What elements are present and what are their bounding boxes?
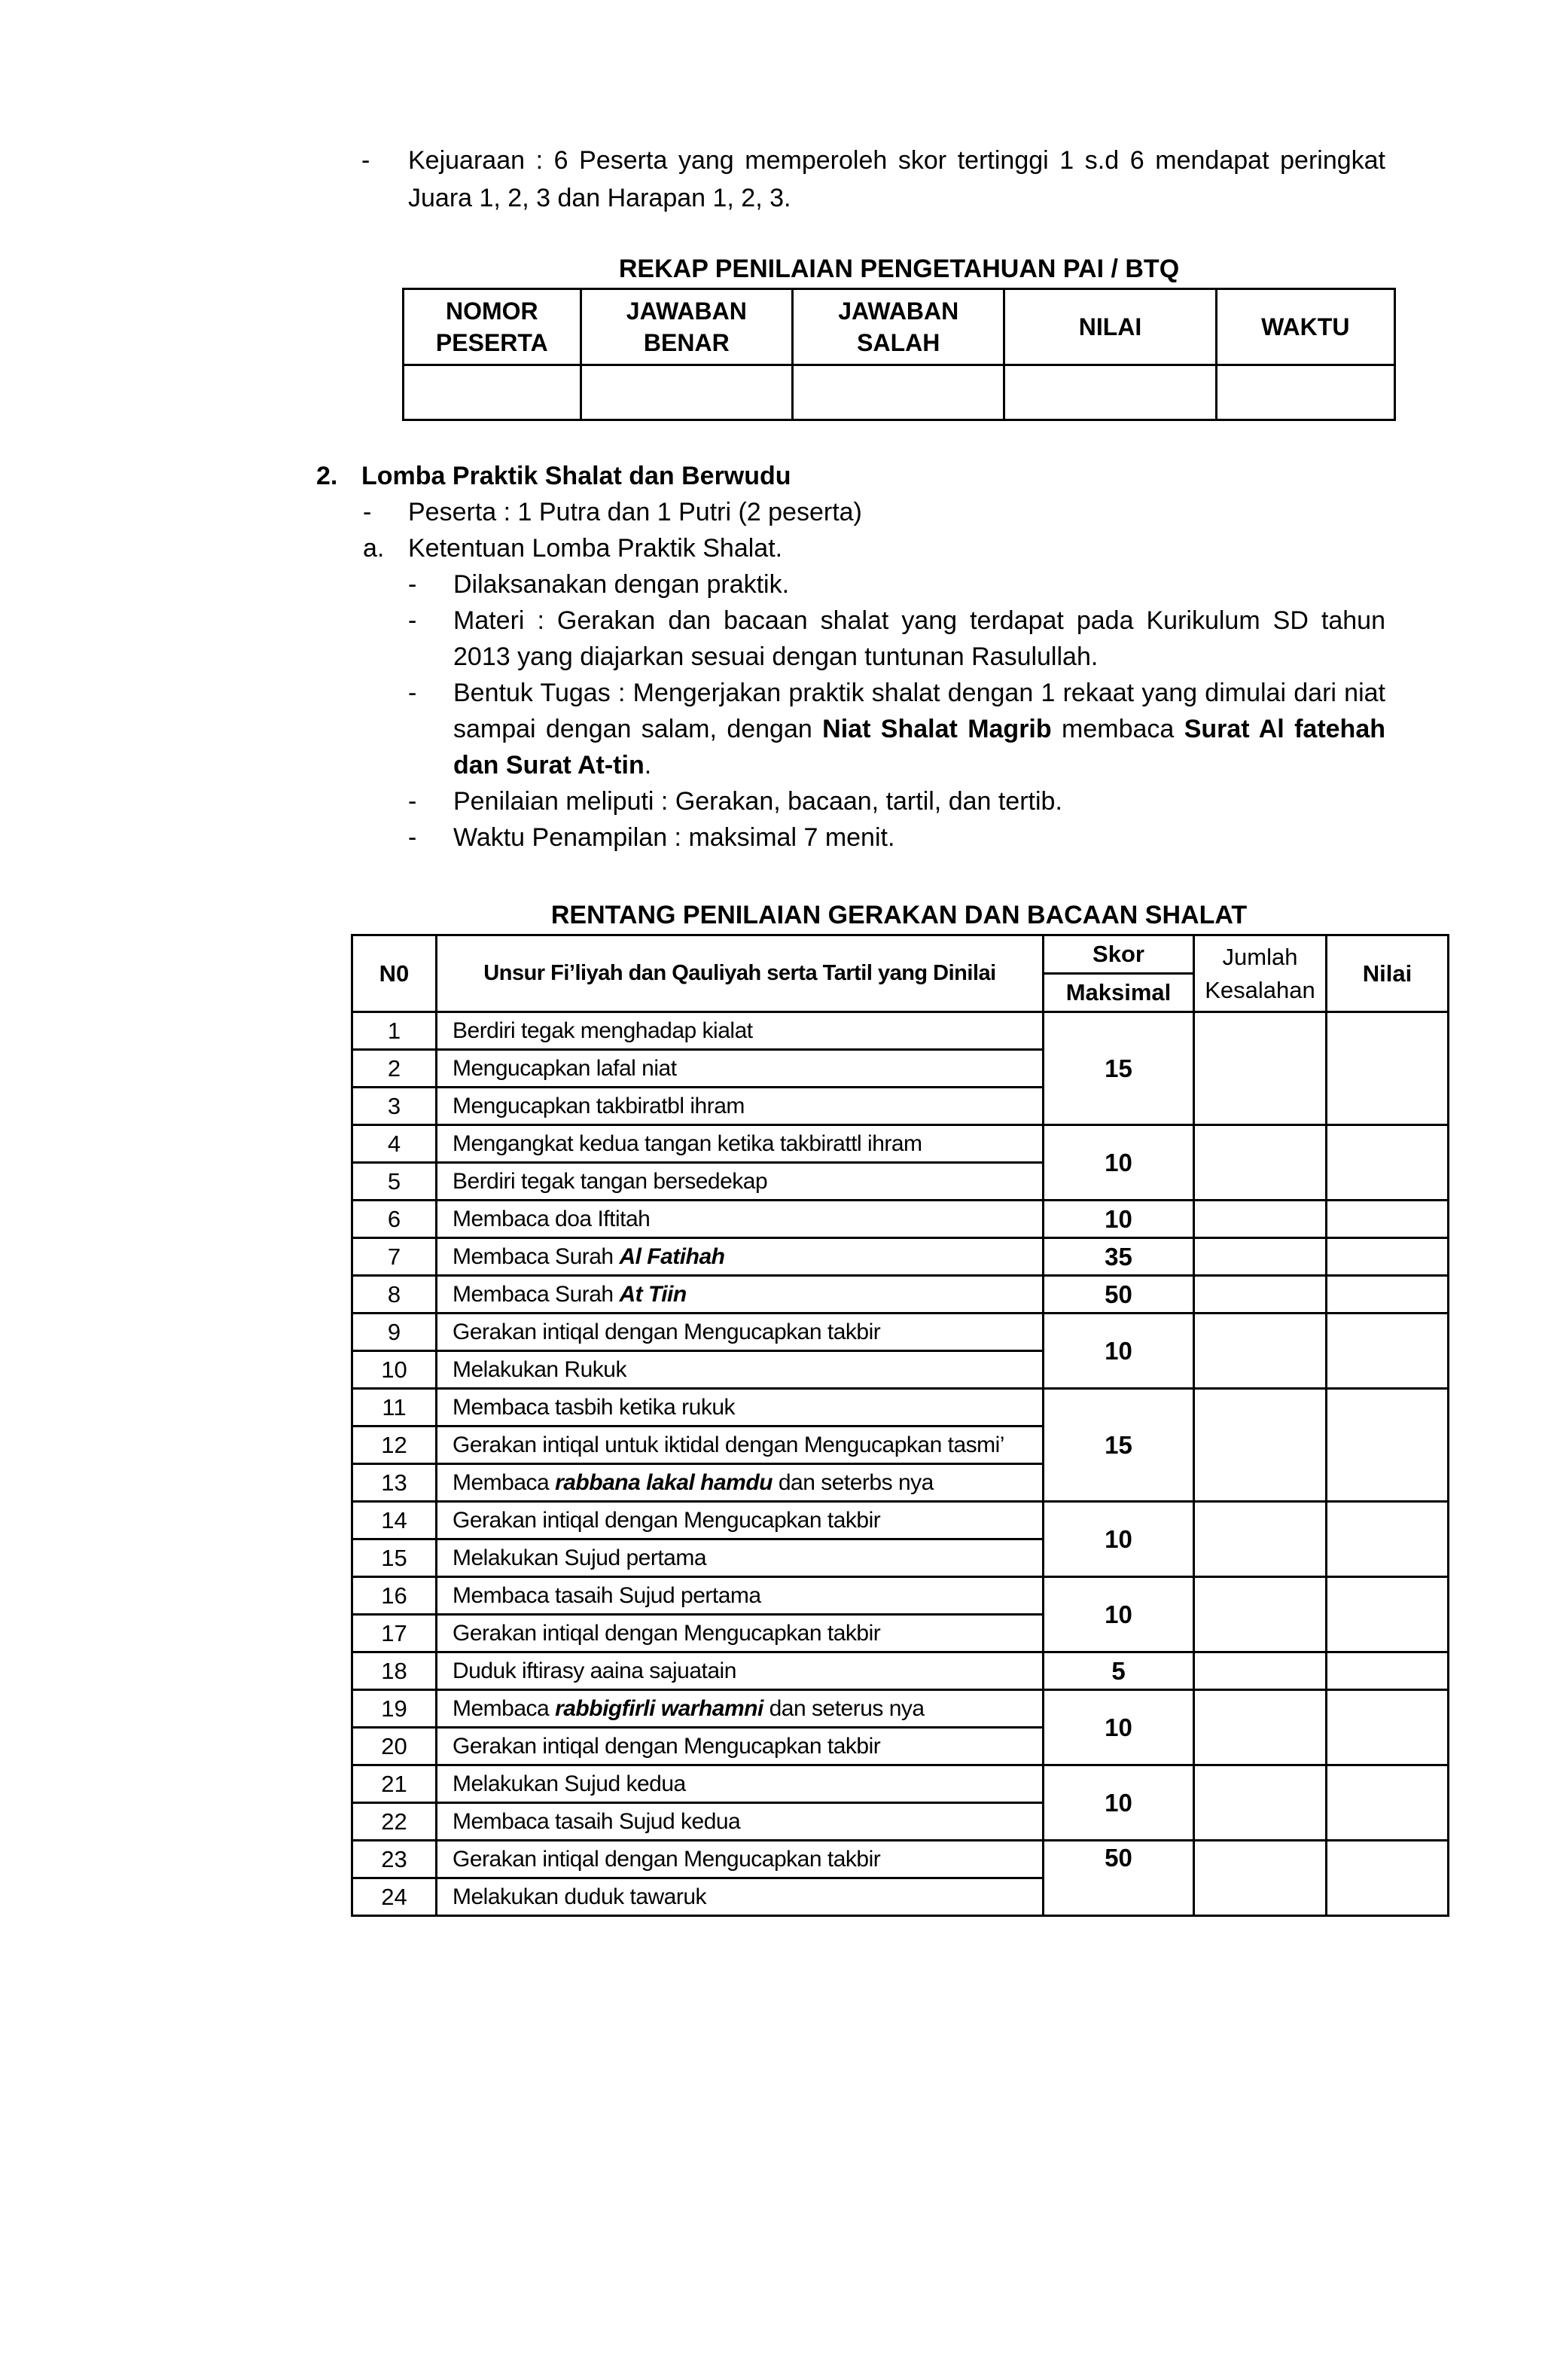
header-nilai: Nilai	[1327, 935, 1449, 1012]
rule-bold-text: Niat Shalat Magrib	[822, 715, 1052, 743]
row-item: Melakukan Sujud kedua	[437, 1765, 1044, 1803]
rule-text: Dilaksanakan dengan praktik.	[453, 570, 790, 599]
row-item: Gerakan intiqal dengan Mengucapkan takbir	[437, 1314, 1044, 1351]
recap-cell	[1004, 365, 1216, 420]
jumlah-cell	[1194, 1765, 1327, 1841]
max-score: 50	[1044, 1841, 1194, 1916]
jumlah-cell	[1194, 1125, 1327, 1201]
kejuaraan-bullet	[361, 142, 1385, 217]
bullet-dash: -	[408, 787, 417, 816]
header-kesalahan: Kesalahan	[1205, 976, 1315, 1003]
recap-header-waktu: WAKTU	[1216, 289, 1394, 365]
table-row	[352, 1389, 1449, 1426]
jumlah-cell	[1194, 1690, 1327, 1765]
max-score: 10	[1044, 1201, 1194, 1238]
row-item-text: Membaca	[453, 1469, 556, 1495]
row-number: 2	[352, 1050, 437, 1088]
row-item-text: dan seterbs nya	[773, 1469, 934, 1495]
nilai-cell	[1327, 1314, 1449, 1389]
jumlah-cell	[1194, 1652, 1327, 1690]
rule-text: Penilaian meliputi : Gerakan, bacaan, tartil, dan tertib.	[453, 787, 1062, 816]
section-heading	[316, 458, 1385, 494]
recap-cell	[1216, 365, 1394, 420]
row-item: Melakukan Rukuk	[437, 1351, 1044, 1389]
row-number: 23	[352, 1841, 437, 1878]
row-item: Membaca tasbih ketika rukuk	[437, 1389, 1044, 1426]
row-number: 15	[352, 1539, 437, 1577]
header-item: Unsur Fi’liyah dan Qauliyah serta Tartil yang Dinilai	[437, 935, 1044, 1012]
recap-cell	[793, 365, 1004, 420]
subsection-a	[363, 530, 1385, 566]
rule-bold-text: Surat Al fatehah dan Surat At-tin	[453, 715, 1385, 780]
row-item	[437, 1690, 1044, 1728]
row-number: 18	[352, 1652, 437, 1690]
table-row	[352, 1841, 1449, 1878]
row-number: 20	[352, 1728, 437, 1765]
recap-cell	[581, 365, 792, 420]
max-score: 10	[1044, 1765, 1194, 1841]
jumlah-cell	[1194, 1314, 1327, 1389]
row-item-italic: At Tiin	[619, 1281, 687, 1307]
rule-item	[408, 783, 1385, 819]
row-number: 1	[352, 1012, 437, 1050]
row-item: Gerakan intiqal dengan Mengucapkan takbir	[437, 1502, 1044, 1539]
recap-table	[402, 288, 1396, 421]
rule-text: Materi : Gerakan dan bacaan shalat yang terdapat pada Kurikulum SD tahun 2013 yang diajarkan sesuai dengan tuntunan Rasulullah.	[453, 606, 1385, 671]
table-row	[352, 1314, 1449, 1351]
row-item: Membaca doa Iftitah	[437, 1201, 1044, 1238]
row-number: 19	[352, 1690, 437, 1728]
row-number: 14	[352, 1502, 437, 1539]
row-item: Gerakan intiqal dengan Mengucapkan takbir	[437, 1728, 1044, 1765]
nilai-cell	[1327, 1125, 1449, 1201]
table-row	[352, 1502, 1449, 1539]
jumlah-cell	[1194, 1502, 1327, 1577]
row-item: Berdiri tegak menghadap kialat	[437, 1012, 1044, 1050]
row-number: 6	[352, 1201, 437, 1238]
row-number: 4	[352, 1125, 437, 1163]
row-item	[437, 1276, 1044, 1314]
rule-text: Waktu Penampilan : maksimal 7 menit.	[453, 823, 895, 852]
nilai-cell	[1327, 1502, 1449, 1577]
recap-empty-row	[404, 365, 1395, 420]
max-score: 10	[1044, 1502, 1194, 1577]
nilai-cell	[1327, 1690, 1449, 1765]
subsection-marker: a.	[363, 534, 385, 563]
nilai-cell	[1327, 1652, 1449, 1690]
row-item-italic: rabbana lakal hamdu	[555, 1469, 773, 1495]
kejuaraan-text: Kejuaraan : 6 Peserta yang memperoleh skor tertinggi 1 s.d 6 mendapat peringkat Juara 1, 2, 3 dan Harapan 1, 2, 3.	[408, 146, 1385, 212]
max-score: 15	[1044, 1012, 1194, 1125]
row-item-text: dan seterus nya	[763, 1695, 925, 1721]
rule-item	[408, 675, 1385, 783]
score-table-title: RENTANG PENILAIAN GERAKAN DAN BACAAN SHALAT	[550, 901, 1248, 929]
nilai-cell	[1327, 1238, 1449, 1276]
row-item: Melakukan duduk tawaruk	[437, 1878, 1044, 1916]
score-header-row	[352, 935, 1449, 974]
nilai-cell	[1327, 1765, 1449, 1841]
row-item-italic: Al Fatihah	[619, 1243, 725, 1269]
bullet-dash: -	[408, 570, 417, 599]
max-score: 5	[1044, 1652, 1194, 1690]
bullet-dash: -	[408, 679, 417, 707]
jumlah-cell	[1194, 1841, 1327, 1916]
recap-header-salah: JAWABAN SALAH	[793, 289, 1004, 365]
rule-text	[453, 675, 1385, 783]
row-number: 17	[352, 1615, 437, 1652]
recap-cell	[404, 365, 581, 420]
recap-header-row	[404, 289, 1395, 365]
max-score: 50	[1044, 1276, 1194, 1314]
max-score: 35	[1044, 1238, 1194, 1276]
section-title: Lomba Praktik Shalat dan Berwudu	[361, 462, 791, 490]
row-number: 21	[352, 1765, 437, 1803]
header-jumlah: Jumlah	[1222, 943, 1298, 970]
rule-item	[408, 819, 1385, 856]
jumlah-cell	[1194, 1389, 1327, 1502]
table-row	[352, 1276, 1449, 1314]
row-item: Gerakan intiqal untuk iktidal dengan Mengucapkan tasmi’	[437, 1426, 1044, 1464]
nilai-cell	[1327, 1276, 1449, 1314]
score-table	[351, 934, 1449, 1917]
max-score: 10	[1044, 1690, 1194, 1765]
jumlah-cell	[1194, 1012, 1327, 1125]
row-number: 22	[352, 1803, 437, 1841]
row-number: 13	[352, 1464, 437, 1502]
bullet-dash: -	[408, 823, 417, 852]
header-maksimal: Maksimal	[1044, 974, 1194, 1012]
table-row	[352, 1652, 1449, 1690]
row-item-italic: rabbigfirli warhamni	[555, 1695, 763, 1721]
row-number: 8	[352, 1276, 437, 1314]
row-item: Mengucapkan lafal niat	[437, 1050, 1044, 1088]
table-row	[352, 1012, 1449, 1050]
nilai-cell	[1327, 1012, 1449, 1125]
row-number: 9	[352, 1314, 437, 1351]
table-row	[352, 1577, 1449, 1615]
jumlah-cell	[1194, 1238, 1327, 1276]
nilai-cell	[1327, 1577, 1449, 1652]
row-item: Gerakan intiqal dengan Mengucapkan takbir	[437, 1615, 1044, 1652]
table-row	[352, 1125, 1449, 1163]
nilai-cell	[1327, 1841, 1449, 1916]
table-row	[352, 1765, 1449, 1803]
row-number: 10	[352, 1351, 437, 1389]
max-score: 15	[1044, 1389, 1194, 1502]
row-number: 5	[352, 1163, 437, 1201]
header-jumlah-kesalahan	[1194, 935, 1327, 1012]
recap-header-nilai: NILAI	[1004, 289, 1216, 365]
bullet-dash: -	[363, 498, 372, 526]
bullet-dash: -	[408, 606, 417, 635]
nilai-cell	[1327, 1389, 1449, 1502]
rule-item	[408, 566, 1385, 603]
row-number: 7	[352, 1238, 437, 1276]
row-item-text: Membaca Surah	[453, 1281, 620, 1307]
row-number: 16	[352, 1577, 437, 1615]
row-item: Duduk iftirasy aaina sajuatain	[437, 1652, 1044, 1690]
row-item: Membaca tasaih Sujud pertama	[437, 1577, 1044, 1615]
row-item: Berdiri tegak tangan bersedekap	[437, 1163, 1044, 1201]
row-number: 3	[352, 1088, 437, 1125]
row-item: Melakukan Sujud pertama	[437, 1539, 1044, 1577]
max-score: 10	[1044, 1125, 1194, 1201]
header-skor: Skor	[1044, 935, 1194, 974]
nilai-cell	[1327, 1201, 1449, 1238]
max-score: 10	[1044, 1577, 1194, 1652]
section-2	[316, 458, 1385, 856]
subsection-title: Ketentuan Lomba Praktik Shalat.	[408, 534, 783, 563]
rule-text-part: Bentuk Tugas : Mengerjakan praktik shalat dengan 1 rekaat yang dimulai dari niat sampai dengan salam, dengan	[453, 679, 1385, 743]
header-no: N0	[352, 935, 437, 1012]
row-item	[437, 1464, 1044, 1502]
bullet-dash: -	[361, 146, 370, 175]
row-item: Mengangkat kedua tangan ketika takbirattl ihram	[437, 1125, 1044, 1163]
rule-text-part: membaca	[1051, 715, 1184, 743]
peserta-text: Peserta : 1 Putra dan 1 Putri (2 peserta)	[408, 498, 862, 526]
table-row	[352, 1238, 1449, 1276]
recap-header-nomor: NOMOR PESERTA	[404, 289, 581, 365]
row-item: Gerakan intiqal dengan Mengucapkan takbir	[437, 1841, 1044, 1878]
row-number: 24	[352, 1878, 437, 1916]
row-item-text: Membaca	[453, 1695, 556, 1721]
row-item	[437, 1238, 1044, 1276]
row-number: 12	[352, 1426, 437, 1464]
table-row	[352, 1201, 1449, 1238]
rule-text-part: .	[644, 751, 652, 780]
row-item: Membaca tasaih Sujud kedua	[437, 1803, 1044, 1841]
max-score: 10	[1044, 1314, 1194, 1389]
recap-table-title: REKAP PENILAIAN PENGETAHUAN PAI / BTQ	[618, 255, 1180, 283]
rule-item	[408, 603, 1385, 675]
peserta-item	[363, 494, 1385, 530]
row-number: 11	[352, 1389, 437, 1426]
row-item: Mengucapkan takbiratbl ihram	[437, 1088, 1044, 1125]
section-number: 2.	[316, 462, 338, 490]
table-row	[352, 1690, 1449, 1728]
row-item-text: Membaca Surah	[453, 1243, 620, 1269]
jumlah-cell	[1194, 1276, 1327, 1314]
jumlah-cell	[1194, 1577, 1327, 1652]
recap-header-benar: JAWABAN BENAR	[581, 289, 792, 365]
jumlah-cell	[1194, 1201, 1327, 1238]
